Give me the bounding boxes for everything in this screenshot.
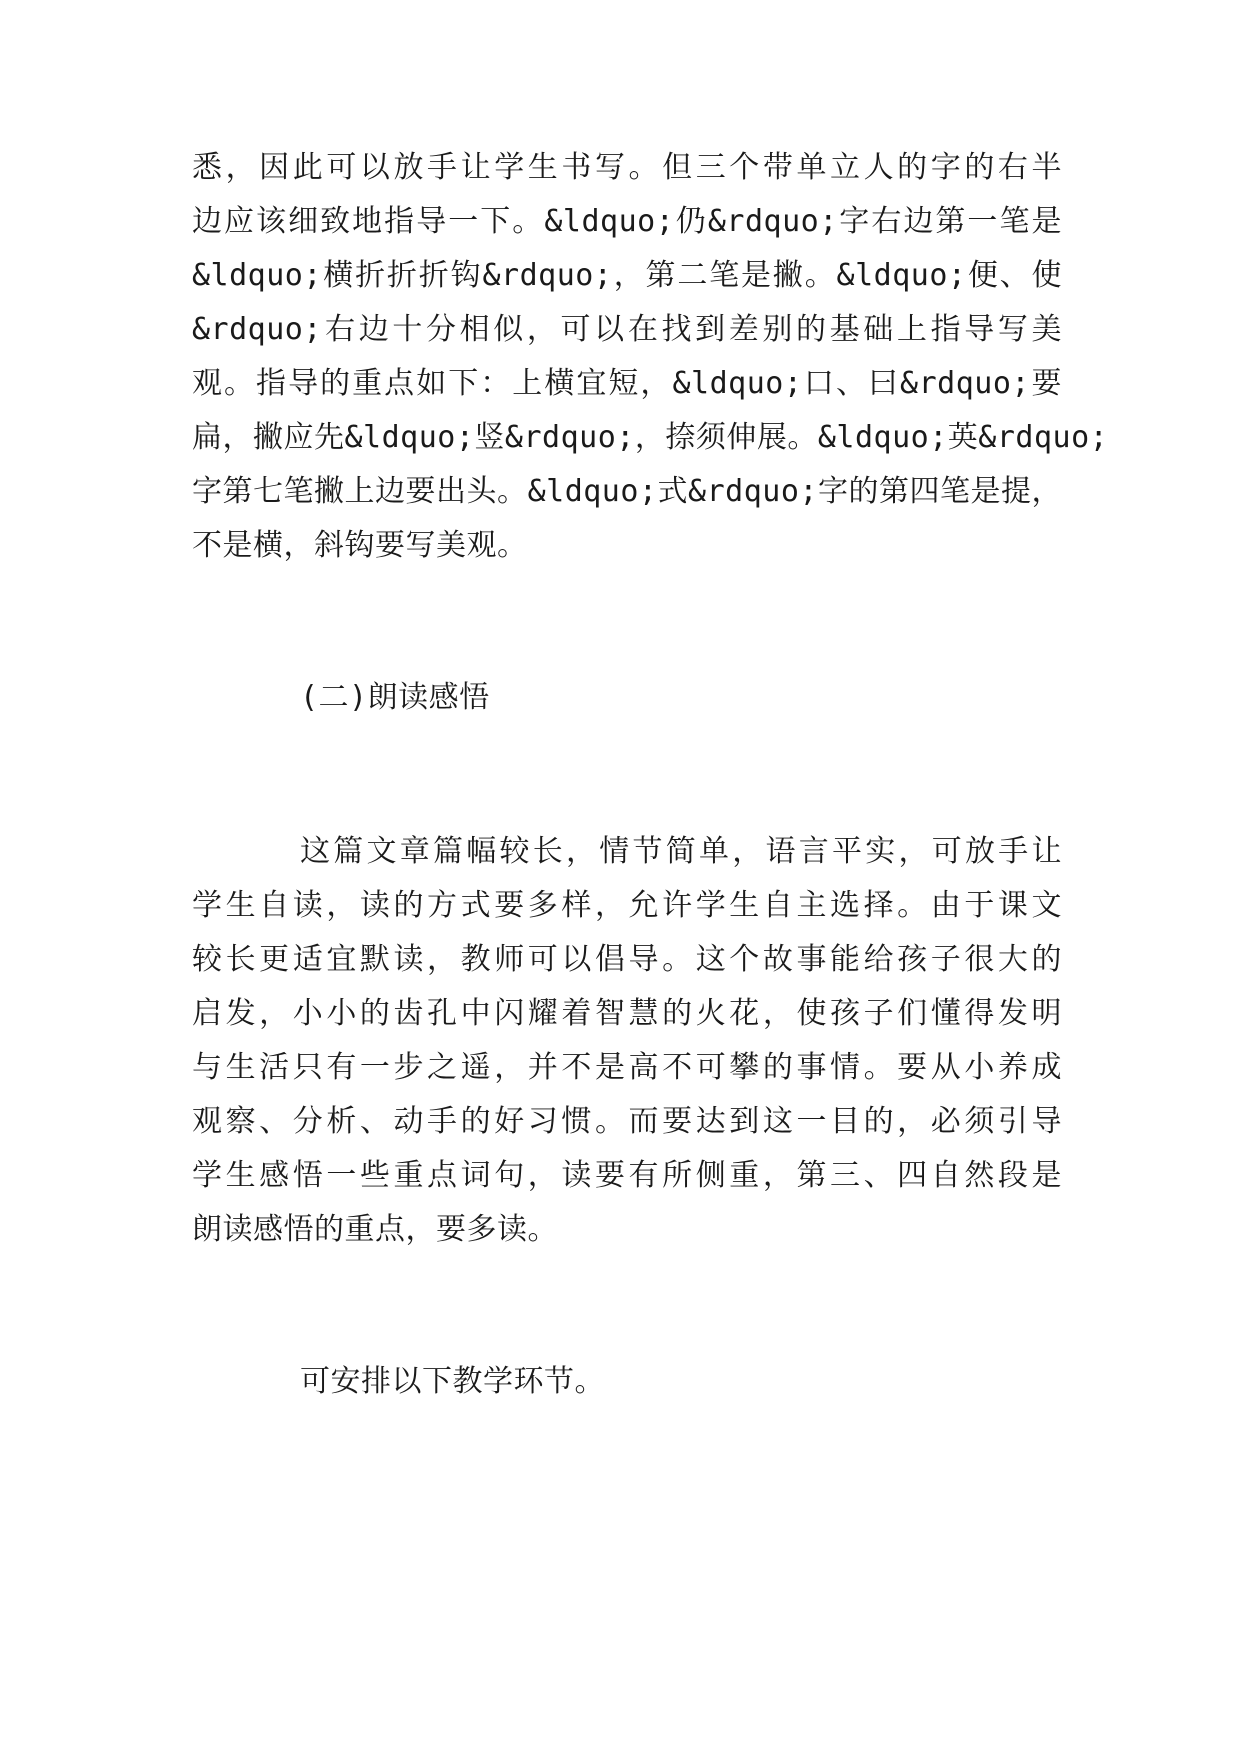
paragraph1-line-4: &rdquo;右边十分相似，可以在找到差别的基础上指导写美 xyxy=(192,312,1062,347)
paragraph1-line-2: 边应该细致地指导一下。&ldquo;仍&rdquo;字右边第一笔是 xyxy=(192,204,1062,239)
paragraph2-line-6: 观察、分析、动手的好习惯。而要达到这一目的，必须引导 xyxy=(192,1104,1062,1139)
paragraph2-line-2: 学生自读，读的方式要多样，允许学生自主选择。由于课文 xyxy=(192,888,1062,923)
paragraph2-line-1: 这篇文章篇幅较长，情节简单，语言平实，可放手让 xyxy=(300,834,1062,869)
paragraph1-line-7: 字第七笔撇上边要出头。&ldquo;式&rdquo;字的第四笔是提， xyxy=(192,474,1062,509)
closing-line: 可安排以下教学环节。 xyxy=(300,1364,605,1399)
paragraph1-line-1: 悉，因此可以放手让学生书写。但三个带单立人的字的右半 xyxy=(192,150,1062,185)
paragraph1-line-5: 观。指导的重点如下：上横宜短，&ldquo;口、曰&rdquo;要 xyxy=(192,366,1062,401)
paragraph1-line-3: &ldquo;横折折折钩&rdquo;，第二笔是撇。&ldquo;便、使 xyxy=(192,258,1062,293)
paragraph2-line-7: 学生感悟一些重点词句，读要有所侧重，第三、四自然段是 xyxy=(192,1158,1062,1193)
section-heading: (二)朗读感悟 xyxy=(300,680,490,715)
paragraph2-line-3: 较长更适宜默读，教师可以倡导。这个故事能给孩子很大的 xyxy=(192,942,1062,977)
paragraph1-line-6: 扁，撇应先&ldquo;竖&rdquo;，捺须伸展。&ldquo;英&rdquo; xyxy=(192,420,1109,455)
paragraph2-line-4: 启发，小小的齿孔中闪耀着智慧的火花，使孩子们懂得发明 xyxy=(192,996,1062,1031)
paragraph1-line-8: 不是横，斜钩要写美观。 xyxy=(192,528,528,563)
paragraph2-line-8: 朗读感悟的重点，要多读。 xyxy=(192,1212,558,1247)
paragraph2-line-5: 与生活只有一步之遥，并不是高不可攀的事情。要从小养成 xyxy=(192,1050,1062,1085)
